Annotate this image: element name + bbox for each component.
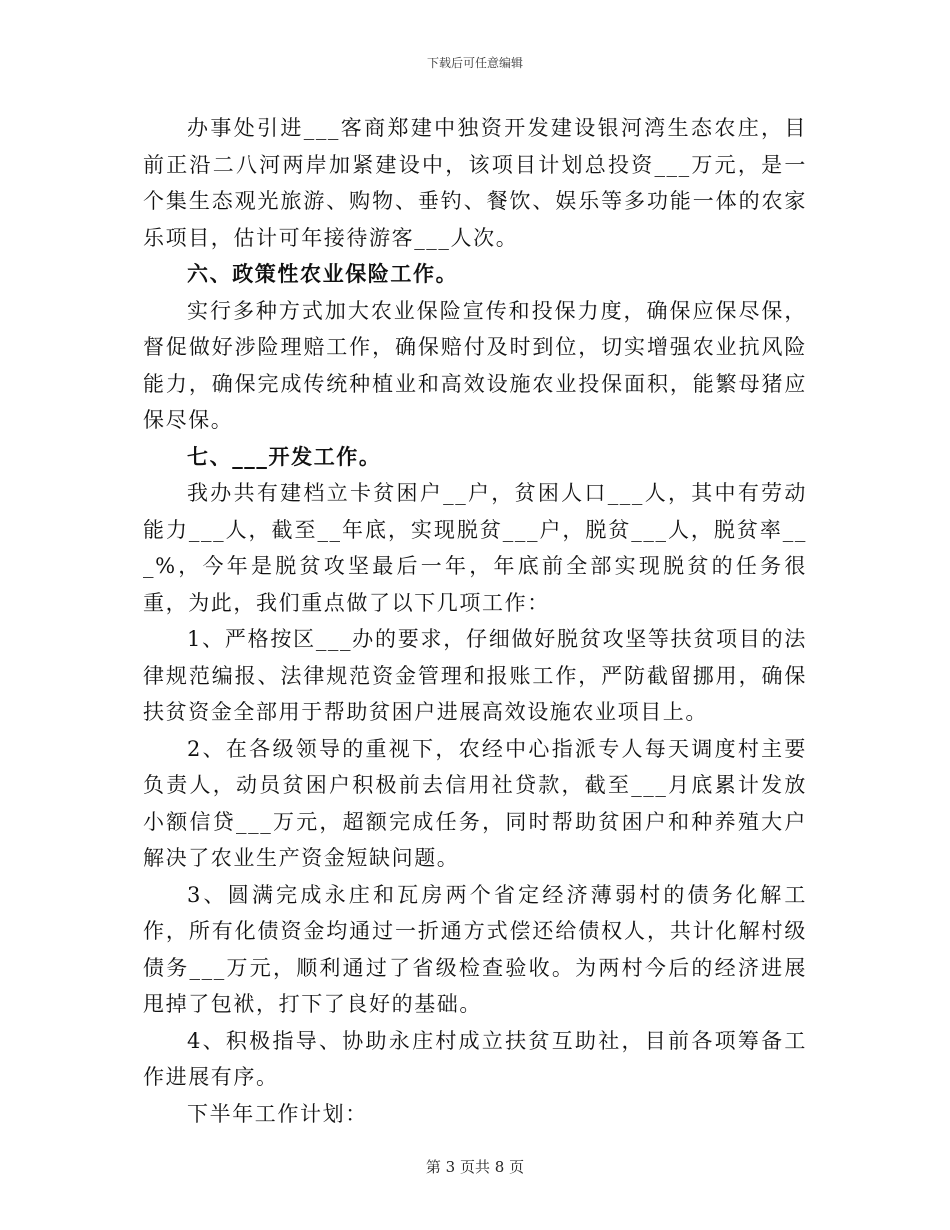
list-item-4: 4、积极指导、协助永庄村成立扶贫互助社，目前各项筹备工作进展有序。 xyxy=(143,1028,807,1089)
paragraph-poverty: 我办共有建档立卡贫困户__户，贫困人口___人，其中有劳动能力___人，截至__年底，实现脱贫___户，脱贫___人，脱贫率___%，今年是脱贫攻坚最后一年，年底前全部实现脱贫的任务很重，为此，我们重点做了以下几项工作： xyxy=(143,481,807,615)
page-header: 下载后可任意编辑 xyxy=(426,56,523,70)
paragraph-plan: 下半年工作计划： xyxy=(187,1101,368,1126)
list-item-2: 2、在各级领导的重视下，农经中心指派专人每天调度村主要负责人，动员贫困户积极前去信用社贷款，截至___月底累计发放小额信贷___万元，超额完成任务，同时帮助贫困户和种养殖大户解决了农业生产资金短缺问题。 xyxy=(143,736,807,870)
list-item-1: 1、严格按区___办的要求，仔细做好脱贫攻坚等扶贫项目的法律规范编报、法律规范资金管理和报账工作，严防截留挪用，确保扶贫资金全部用于帮助贫困户进展高效设施农业项目上。 xyxy=(143,627,807,724)
section-heading-six: 六、政策性农业保险工作。 xyxy=(187,261,459,286)
document-body xyxy=(143,110,807,1132)
section-heading-seven: 七、___开发工作。 xyxy=(187,443,382,469)
page-footer: 第 3 页共 8 页 xyxy=(425,1158,525,1176)
list-item-3: 3、圆满完成永庄和瓦房两个省定经济薄弱村的债务化解工作，所有化债资金均通过一折通方式偿还给债权人，共计化解村级债务___万元，顺利通过了省级检查验收。为两村今后的经济进展甩掉了包袱，打下了良好的基础。 xyxy=(143,882,807,1016)
paragraph-insurance: 实行多种方式加大农业保险宣传和投保力度，确保应保尽保，督促做好涉险理赔工作，确保赔付及时到位，切实增强农业抗风险能力，确保完成传统种植业和高效设施农业投保面积，能繁母猪应保尽保。 xyxy=(143,298,807,432)
paragraph-intro: 办事处引进___客商郑建中独资开发建设银河湾生态农庄，目前正沿二八河两岸加紧建设中，该项目计划总投资___万元，是一个集生态观光旅游、购物、垂钓、餐饮、娱乐等多功能一体的农家乐项目，估计可年接待游客___人次。 xyxy=(143,116,807,250)
